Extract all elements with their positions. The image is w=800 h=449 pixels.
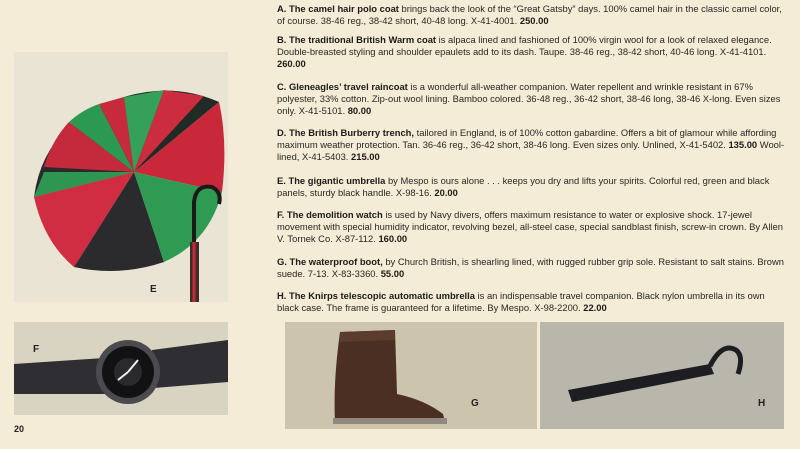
entry-g bbox=[277, 256, 789, 280]
entry-price: 160.00 bbox=[378, 232, 408, 244]
entry-price: 250.00 bbox=[519, 14, 549, 26]
entry-price: 22.00 bbox=[583, 301, 607, 313]
entry-d bbox=[277, 127, 789, 163]
entry-title: F. The demolition watch bbox=[277, 209, 383, 220]
entry-price: 135.00 bbox=[728, 138, 758, 150]
umbrella-photo bbox=[14, 52, 228, 302]
entry-body: is an indispensable travel companion. Black nylon umbrella in its own black case. The frame is guaranteed for a lifetime. By Mespo. X-98-2200. bbox=[277, 290, 765, 313]
entry-price: 260.00 bbox=[277, 57, 306, 69]
entry-price-2: 215.00 bbox=[351, 150, 380, 162]
entry-c bbox=[277, 81, 789, 117]
watch-image bbox=[14, 322, 228, 415]
entry-body: by Church British, is shearling lined, with rugged rubber grip sole. Resistant to salt stains. Brown suede. 7-13. X-83-3360. bbox=[277, 256, 784, 279]
entry-body: by Mespo is ours alone . . . keeps you dry and lifts your spirits. Colorful red, green and black panels, sturdy black handle. X-98-16. bbox=[277, 175, 770, 198]
entry-e bbox=[277, 175, 789, 199]
entry-title: A. The camel hair polo coat bbox=[277, 3, 399, 14]
entry-price: 80.00 bbox=[347, 104, 372, 116]
entry-body-2: Wool-lined, X-41-5403. bbox=[277, 138, 785, 162]
photo-label-f: F bbox=[33, 344, 40, 355]
entry-title: H. The Knirps telescopic automatic umbrella bbox=[277, 290, 475, 301]
entry-title: G. The waterproof boot, bbox=[277, 256, 383, 267]
folded-umbrella-image bbox=[540, 322, 784, 429]
entry-body: brings back the look of the “Great Gatsby” days. 100% camel hair in the classic camel color, of course. 38-46 reg., 38-42 short, 40-48 long. X-41-4001. bbox=[277, 3, 782, 26]
photo-label-g: G bbox=[471, 398, 479, 409]
photo-label-h: H bbox=[758, 398, 766, 409]
boot-photo bbox=[285, 322, 537, 429]
page-number: 20 bbox=[14, 424, 25, 434]
entry-price: 55.00 bbox=[380, 267, 405, 279]
entry-price: 20.00 bbox=[434, 186, 458, 198]
entry-title: E. The gigantic umbrella bbox=[277, 175, 386, 186]
entry-title: C. Gleneagles’ travel raincoat bbox=[277, 81, 408, 92]
entry-title: D. The British Burberry trench, bbox=[277, 127, 415, 138]
entry-body: is used by Navy divers, offers maximum resistance to water or explosive shock. 17-jewel movement with special humidity indicator, revolving bezel, all-steel case, special sandblast finish, screw-in crown. By Allen V. Tornek Co. X-87-112. bbox=[277, 209, 783, 244]
entry-a bbox=[277, 3, 789, 27]
boot-image bbox=[285, 322, 537, 429]
entry-body: is alpaca lined and fashioned of 100% virgin wool for a look of relaxed elegance. Double-breasted styling and shoulder epaulets add to its dash. Taupe. 38-46 reg., 38-42 short, 40-46 long. X-41-4101. bbox=[277, 34, 772, 57]
entry-title: B. The traditional British Warm coat bbox=[277, 34, 437, 45]
entry-body: tailored in England, is of 100% cotton gabardine. Offers a bit of glamour while affording maximum weather protection. Tan. 36-46 reg., 36-42 short, 38-46 long. Even sizes only. Unlined, X-41-5402. bbox=[277, 127, 777, 150]
entry-b bbox=[277, 34, 789, 70]
folded-umbrella-photo bbox=[540, 322, 784, 429]
watch-photo bbox=[14, 322, 228, 415]
photo-label-e: E bbox=[150, 284, 157, 295]
entry-f bbox=[277, 209, 789, 245]
umbrella-image bbox=[14, 52, 228, 302]
entry-body: is a wonderful all-weather companion. Water repellent and wrinkle resistant in 67% polyester, 33% cotton. Zip-out wool lining. Bamboo colored. 36-48 reg., 36-42 short, 38-46 long, 38-46 X-long. Even sizes only. X-41-5101. bbox=[277, 81, 781, 116]
entry-h bbox=[277, 290, 789, 314]
